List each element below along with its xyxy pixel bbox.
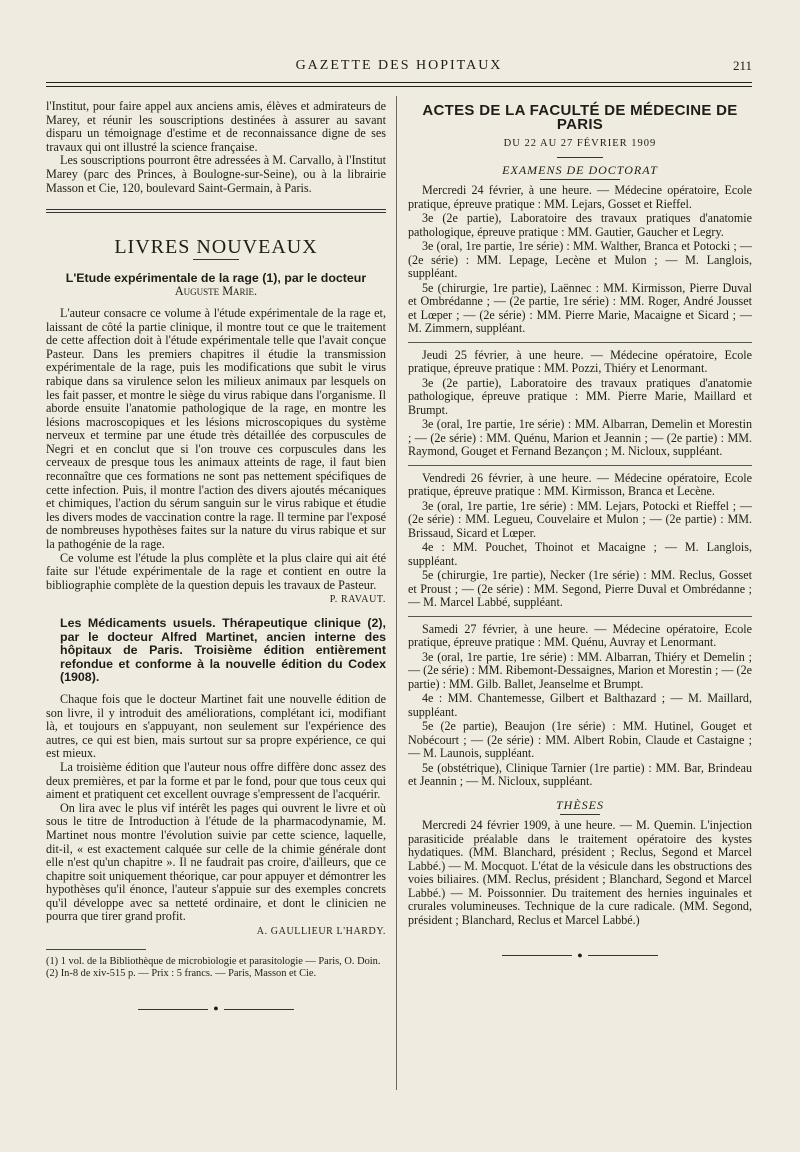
- book1-title: L'Etude expérimentale de la rage (1), par le docteur: [65, 270, 367, 285]
- exams-underline: [540, 179, 620, 180]
- title-underline-right: [557, 157, 603, 158]
- intro-paragraph: l'Institut, pour faire appel aux anciens amis, élèves et admirateurs de Marey, et réunir les souscriptions destinées à assurer au savant disparu un témoignage d'estime et de reconnaissance digne de ses travaux qui ont illustré la science française.: [46, 99, 386, 154]
- book1-review: L'auteur consacre ce volume à l'étude expérimentale de la rage et, laissant de côté la partie clinique, il montre tout ce que le traitement de cette affection doit à l'étude expérimentale telle que l'avait conçue Pasteur. Dans les premiers chapitres il étudie la transmission expérimentale de la rage, puis les modifications que subit le virus rabique dans sa virulence selon les milieux animaux par lesquels on les fait passer, et montre le siège du virus rabique dans l'organisme. Il aborde ensuite l'anatomie pathologique de la rage, en montre les lésions macroscopiques et les lésions microscopiques du système nerveux et termine par une étude très détaillée des corpuscules de Negri et en conclut que si l'on trouve ces corpuscules dans les cerveaux de presque tous les animaux atteints de rage, il faut bien reconnaître que ces formations ne sont pas nettement spécifiques de cette infection. Puis, il montre l'action des divers ajoutés mécaniques et chimiques, l'action du sérum sanguin sur le virus rabique et étudie les divers modes de vaccination contre la rage. Il termine par l'exposé de nombreuses hypothèses faites sur la nature du virus rabique et sur la pathogénie de la rage.: [46, 305, 386, 552]
- day-separator: [408, 616, 752, 617]
- page-header: [46, 58, 752, 80]
- exam-entry: 3e (oral, 1re partie, 1re série) : MM. Albarran, Thiéry et Demelin ; — (2e série) : MM. Ribemont-Dessaignes, Marion et Morestin ; — (2e partie) : MM. Gilb. Ballet, Jeanselme et Brumpt.: [408, 649, 752, 691]
- header-rule: [46, 82, 752, 87]
- exam-entry: Jeudi 25 février, à une heure. — Médecine opératoire, Ecole pratique, épreuve pratique : MM. Pozzi, Thiéry et Lenormant.: [408, 347, 752, 375]
- theses-text: Mercredi 24 février 1909, à une heure. — M. Quemin. L'injection parasiticide préalable dans le traitement opératoire des kystes hydatiques. (MM. Blanchard, président ; Reclus, Segond et Marcel Labbé.) — M. Mocquot. L'état de la vésicule dans les obstructions des voies biliaires. (MM. Reclus, président ; Blanchard, Segond et Marcel Labbé.) — M. Poissonnier. Du traitement des hernies inguinales et crurales volumineuses. Technique de la cure radicale. (MM. Segond, président ; Blanchard, Reclus et Marcel Labbé.): [408, 818, 752, 927]
- book2-review-1: Chaque fois que le docteur Martinet fait une nouvelle édition de son livre, il y introduit des améliorations, complétant ici, modifiant là, et toujours en s'appuyant, non seulement sur l'expérience des autres, ce qui est bien, mais surtout sur sa propre expérience, ce qui est mieux.: [46, 691, 386, 761]
- section-title: LIVRES NOUVEAUX: [114, 236, 318, 259]
- footnote-rule: [46, 949, 146, 950]
- section-separator: [46, 209, 386, 213]
- exam-entry: 4e : MM. Chantemesse, Gilbert et Balthazard ; — M. Maillard, suppléant.: [408, 691, 752, 719]
- right-column: [408, 100, 752, 963]
- theses-underline: [560, 814, 600, 815]
- theses-heading: THÈSES: [556, 797, 604, 812]
- exam-entry: 5e (chirurgie, 1re partie), Laënnec : MM. Kirmisson, Pierre Duval et Ombrédanne ; — (2e partie, 1re série) : MM. Roger, André Jousset et Lœper ; — (2e série) : MM. Pierre Marie, Macaigne et Sicard ; — M. Zimmern, suppléant.: [408, 280, 752, 335]
- book2-review-2: La troisième édition que l'auteur nous offre diffère donc assez des deux premières, et par la forme et par le fond, pour que tous ceux qui aiment et pratiquent cet excellent ouvrage s'empressent de l'acquérir.: [46, 759, 386, 802]
- day-separator: [408, 342, 752, 343]
- exam-entry: Samedi 27 février, à une heure. — Médecine opératoire, Ecole pratique, épreuve pratique : MM. Quénu, Auvray et Lenormant.: [408, 621, 752, 649]
- exam-entry: Mercredi 24 février, à une heure. — Médecine opératoire, Ecole pratique, épreuve pratique : MM. Lejars, Gosset et Rieffel.: [408, 183, 752, 211]
- book1-author: Auguste Marie.: [174, 284, 258, 299]
- exam-entry: 3e (oral, 1re partie, 1re série) : MM. Albarran, Demelin et Morestin ; — (2e série) : MM. Quénu, Marion et Jeannin ; — (2e partie) : MM. Raymond, Gouget et Fernand Bezançon ; M. Nicloux, suppléant.: [408, 417, 752, 458]
- book1-review-2: Ce volume est l'étude la plus complète et la plus claire qui ait été faite sur l'étude expérimentale de la rage et contient en outre la bibliographie complète de la question depuis les travaux de Pasteur.: [46, 550, 386, 592]
- exam-entry: 3e (2e partie), Laboratoire des travaux pratiques d'anatomie pathologique, épreuve pratique : MM. Gautier, Gaucher et Legry.: [408, 211, 752, 239]
- left-column: [46, 100, 386, 1016]
- exam-entry: 3e (oral, 1re partie, 1re série) : MM. Walther, Branca et Potocki ; — (2e série) : MM. Lepage, Lecène et Mulon ; — M. Langlois, suppléant.: [408, 239, 752, 280]
- exam-entry: Vendredi 26 février, à une heure. — Médecine opératoire, Ecole pratique, épreuve pratique : MM. Kirmisson, Branca et Lecène.: [408, 470, 752, 498]
- exam-entry: 4e : MM. Pouchet, Thoinot et Macaigne ; — M. Langlois, suppléant.: [408, 540, 752, 568]
- book2-title: Les Médicaments usuels. Thérapeutique clinique (2), par le docteur Alfred Martinet, ancien interne des hôpitaux de Paris. Troisième édition entièrement refondue et conforme à la nouvelle édition du Codex (1908).: [60, 616, 386, 685]
- exam-entry: 5e (2e partie), Beaujon (1re série) : MM. Hutinel, Gouget et Nobécourt ; — (2e série) : MM. Albert Robin, Claude et Castaigne ; — M. Launois, suppléant.: [408, 719, 752, 760]
- exam-entry: 5e (chirurgie, 1re partie), Necker (1re série) : MM. Reclus, Gosset et Proust ; — (2e série) : MM. Segond, Pierre Duval et Ombrédanne ; — M. Marcel Labbé, suppléant.: [408, 568, 752, 609]
- faculty-acts-title: ACTES DE LA FACULTÉ DE MÉDECINE DE PARIS: [422, 102, 738, 133]
- exam-entry: 3e (2e partie), Laboratoire des travaux pratiques d'anatomie pathologique, épreuve pratique : MM. Pierre Marie, Maillard et Brumpt.: [408, 375, 752, 417]
- footnote-1: (1) 1 vol. de la Bibliothèque de microbiologie et parasitologie — Paris, O. Doin.: [46, 955, 381, 967]
- intro-paragraph-2: Les souscriptions pourront être adressées à M. Carvallo, à l'Institut Marey (parc des Princes, à Boulogne-sur-Seine), ou à la librairie Masson et Cie, 120, boulevard Saint-Germain, à Paris.: [46, 153, 386, 195]
- exams-heading: EXAMENS DE DOCTORAT: [502, 162, 658, 177]
- title-underline: [193, 259, 239, 260]
- book2-review-3: On lira avec le plus vif intérêt les pages qui ouvrent le livre et où sous le titre de Introduction à l'étude de la pharmacodynamie, M. Martinet nous montre l'évolution suivie par cette science, laquelle, dit-il, « est exactement calquée sur celle de la chimie générale dont elle n'est qu'un chapitre ». Il ne faudrait pas croire, d'ailleurs, que ce chapitre soit uniquement théorique, car pour appuyer et démontrer les hypothèses qu'il énonce, l'auteur s'appuie sur des exemples concrets qu'il développe avec sa netteté ordinaire, et dont le clinicien ne pourra que tirer grand profit.: [46, 800, 386, 924]
- column-divider: [396, 96, 397, 1090]
- end-ornament: ●: [46, 1002, 386, 1016]
- footnote-2: (2) In-8 de xiv-515 p. — Prix : 5 francs. — Paris, Masson et Cie.: [46, 968, 317, 980]
- date-range: DU 22 AU 27 FÉVRIER 1909: [503, 138, 657, 149]
- exam-entry: 5e (obstétrique), Clinique Tarnier (1re partie) : MM. Bar, Brindeau et Jeannin ; — M. Nicloux, suppléant.: [408, 760, 752, 788]
- journal-title: GAZETTE DES HOPITAUX: [295, 58, 503, 73]
- book2-signature: A. GAULLIEUR L'HARDY.: [256, 926, 386, 938]
- book1-signature: P. RAVAUT.: [329, 594, 386, 606]
- end-ornament-right: ●: [408, 949, 752, 963]
- page-number: 211: [732, 58, 752, 73]
- day-separator: [408, 465, 752, 466]
- exam-entry: 3e (oral, 1re partie, 1re série) : MM. Lejars, Potocki et Rieffel ; — (2e série) : MM. Legueu, Couvelaire et Mulon ; — (2e partie) : MM. Brissaud, Sicard et Lœper.: [408, 498, 752, 540]
